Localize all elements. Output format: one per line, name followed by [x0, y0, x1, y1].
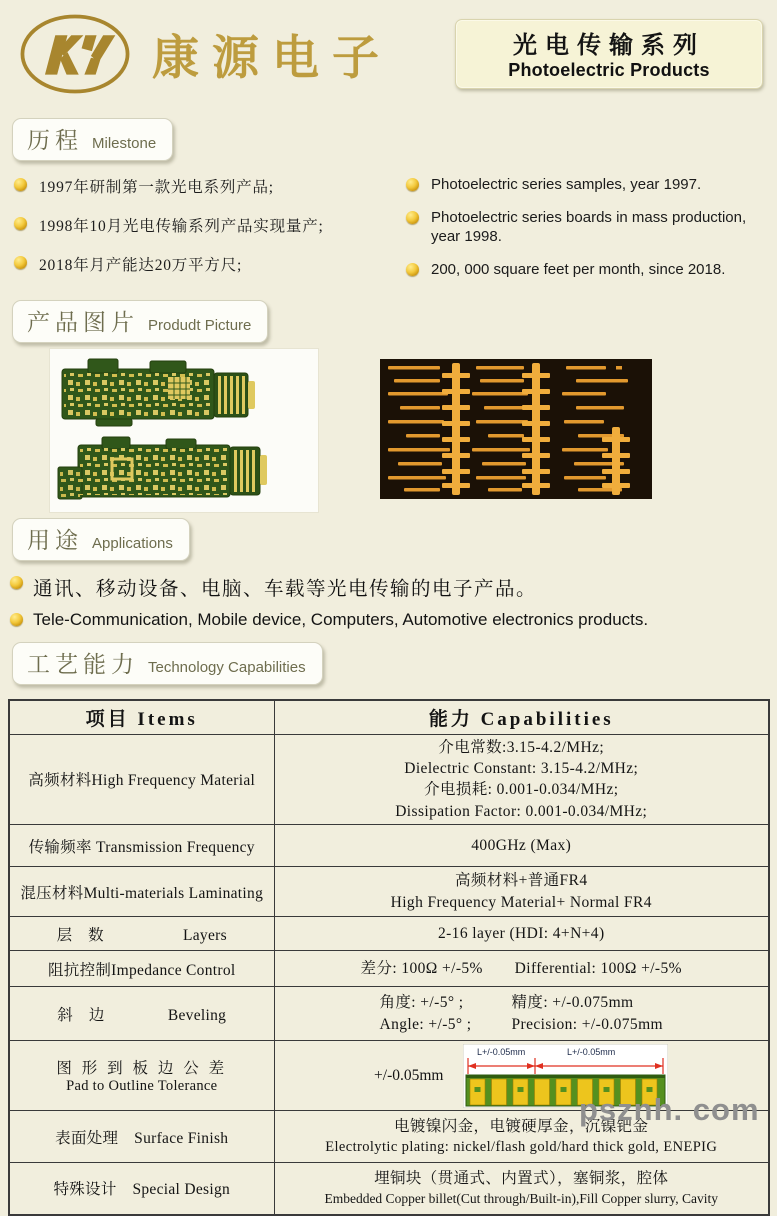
milestone-title-cn: 历程 — [27, 128, 83, 153]
list-item — [406, 175, 771, 195]
row-item — [9, 1041, 274, 1111]
list-item — [10, 610, 777, 630]
milestone-item-en: 200, 000 square feet per month, since 2018. — [431, 260, 726, 278]
row-capability — [274, 917, 769, 951]
cap-line: 介电损耗: 0.001-0.034/MHz; — [424, 781, 619, 799]
row-capability — [274, 734, 769, 825]
flex-circuit-photo — [380, 359, 652, 499]
product-picture-section — [0, 300, 777, 512]
series-badge-cn: 光电传输系列 — [513, 33, 705, 59]
table-row — [9, 1163, 769, 1215]
cap-line: 角度: +/-5° ; — [379, 994, 464, 1012]
bullet-icon — [406, 263, 419, 276]
row-capability — [274, 951, 769, 987]
col-header-items: 项目 Items — [9, 700, 274, 734]
list-item — [406, 260, 771, 280]
row-item: 特殊设计 Special Design — [9, 1163, 274, 1215]
capabilities-section — [0, 642, 777, 1216]
item-line: Pad to Outline Tolerance — [66, 1078, 218, 1094]
cap-line: 高频材料+普通FR4 — [455, 872, 588, 890]
table-row — [9, 734, 769, 825]
company-name: 康源电子 — [152, 30, 392, 86]
cap-line: 埋铜块（贯通式、内置式），塞铜浆，腔体 — [374, 1170, 669, 1188]
pcb-boards-photo — [50, 349, 318, 512]
beveling-values — [279, 992, 765, 1035]
row-item: 阻抗控制Impedance Control — [9, 951, 274, 987]
row-item: 表面处理 Surface Finish — [9, 1111, 274, 1163]
page-header — [0, 0, 777, 102]
cap-line: High Frequency Material+ Normal FR4 — [390, 893, 652, 911]
applications-section-title — [12, 518, 190, 561]
row-capability — [274, 1163, 769, 1215]
milestone-item-cn: 1998年10月光电传输系列产品实现量产; — [39, 218, 324, 235]
company-logo-icon — [14, 9, 136, 99]
watermark-text: psznh. com — [579, 1092, 760, 1127]
milestone-list-en — [406, 175, 771, 292]
row-capability — [274, 825, 769, 867]
cap-line: 精度: +/-0.075mm — [511, 994, 634, 1012]
cap-line: Dissipation Factor: 0.001-0.034/MHz; — [395, 802, 648, 820]
cap-line: 差分: 100Ω +/-5% Differential: 100Ω +/-5% — [360, 959, 682, 977]
row-item: 高频材料High Frequency Material — [9, 734, 274, 825]
milestone-item-en: Photoelectric series samples, year 1997. — [431, 176, 702, 193]
milestone-item-en: Photoelectric series boards in mass production, year 1998. — [431, 208, 747, 245]
cap-line: Embedded Copper billet(Cut through/Built-in),Fill Copper slurry, Cavity — [324, 1190, 719, 1206]
beveling-precision — [512, 992, 663, 1035]
table-row — [9, 987, 769, 1041]
row-capability — [274, 987, 769, 1041]
row-item: 混压材料Multi-materials Laminating — [9, 867, 274, 917]
cap-line: Electrolytic plating: nickel/flash gold/hard thick gold, ENEPIG — [325, 1139, 718, 1156]
row-item: 层 数 Layers — [9, 917, 274, 951]
milestone-list-cn — [14, 175, 406, 292]
product-images — [0, 349, 777, 512]
product-picture-section-title — [12, 300, 268, 343]
beveling-angle — [380, 992, 472, 1035]
bullet-icon — [14, 256, 27, 269]
cap-line: 介电常数:3.15-4.2/MHz; — [438, 738, 605, 756]
applications-title-cn: 用途 — [27, 528, 83, 553]
capabilities-title-cn: 工艺能力 — [27, 652, 139, 677]
row-item: 传输频率 Transmission Frequency — [9, 825, 274, 867]
row-capability — [274, 867, 769, 917]
milestone-columns — [0, 161, 777, 292]
product-title-cn: 产品图片 — [27, 310, 139, 335]
capabilities-table — [8, 699, 770, 1216]
milestone-section — [0, 118, 777, 292]
applications-title-en: Applications — [92, 535, 173, 552]
capabilities-title-en: Technology Capabilities — [148, 659, 306, 676]
product-title-en: Produdt Picture — [148, 317, 252, 334]
applications-item-en: Tele-Communication, Mobile device, Computers, Automotive electronics products. — [33, 610, 649, 629]
cap-line: 400GHz (Max) — [471, 836, 572, 854]
item-line: 图 形 到 板 边 公 差 — [56, 1060, 228, 1077]
table-header-row — [9, 700, 769, 734]
list-item — [14, 214, 406, 236]
list-item — [10, 573, 777, 601]
bullet-icon — [406, 211, 419, 224]
table-row — [9, 951, 769, 987]
milestone-section-title — [12, 118, 173, 161]
applications-item-cn: 通讯、移动设备、电脑、车载等光电传输的电子产品。 — [33, 579, 538, 600]
list-item — [14, 253, 406, 275]
series-badge — [455, 19, 763, 89]
series-badge-en: Photoelectric Products — [508, 60, 710, 80]
cap-line: Dielectric Constant: 3.15-4.2/MHz; — [404, 759, 639, 777]
milestone-item-cn: 2018年月产能达20万平方尺; — [39, 257, 243, 274]
list-item — [14, 175, 406, 197]
col-header-capabilities: 能力 Capabilities — [274, 700, 769, 734]
cap-line: Precision: +/-0.075mm — [511, 1015, 663, 1033]
cap-line: Angle: +/-5° ; — [379, 1015, 472, 1033]
row-item: 斜 边 Beveling — [9, 987, 274, 1041]
diagram-label: L+/-0.05mm — [567, 1046, 616, 1057]
list-item — [406, 208, 771, 247]
capabilities-section-title — [12, 642, 323, 685]
bullet-icon — [10, 613, 23, 626]
diagram-label: L+/-0.05mm — [477, 1046, 526, 1057]
cap-line: 2-16 layer (HDI: 4+N+4) — [437, 924, 605, 942]
milestone-item-cn: 1997年研制第一款光电系列产品; — [39, 179, 274, 196]
bullet-icon — [14, 178, 27, 191]
milestone-title-en: Milestone — [92, 135, 157, 152]
table-row — [9, 917, 769, 951]
bullet-icon — [406, 178, 419, 191]
cap-line: 电镀镍闪金，电镀硬厚金，沉镍钯金 — [394, 1117, 649, 1135]
pad-tolerance-value: +/-0.05mm — [374, 1066, 444, 1084]
applications-section — [0, 518, 777, 630]
applications-list — [0, 573, 777, 630]
table-row — [9, 825, 769, 867]
table-row — [9, 867, 769, 917]
bullet-icon — [14, 217, 27, 230]
bullet-icon — [10, 576, 23, 589]
